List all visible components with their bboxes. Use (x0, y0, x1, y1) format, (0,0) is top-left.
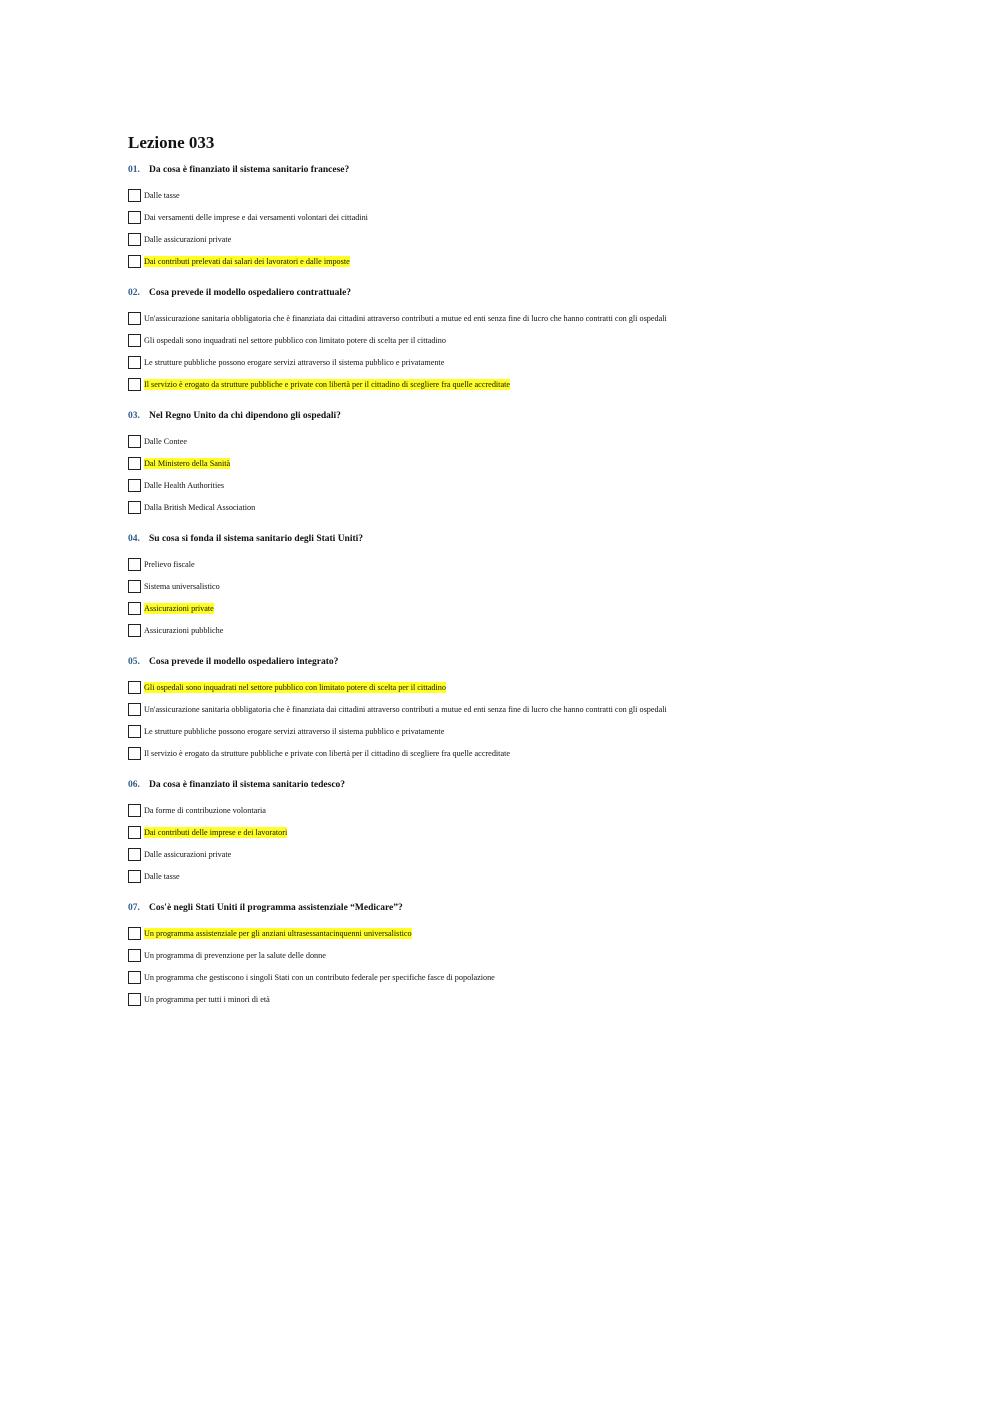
answer-option (128, 966, 848, 988)
answer-checkbox[interactable] (128, 703, 141, 716)
answer-text: Dalle assicurazioni private (144, 849, 232, 859)
answer-checkbox[interactable] (128, 602, 141, 615)
question-text: Su cosa si fonda il sistema sanitario degli Stati Uniti? (149, 534, 364, 544)
answer-option (128, 865, 848, 887)
answer-option (128, 944, 848, 966)
answer-option (128, 452, 848, 474)
answer-checkbox[interactable] (128, 435, 141, 448)
question-header (128, 655, 848, 669)
answer-checkbox[interactable] (128, 826, 141, 839)
answer-text-highlighted: Il servizio è erogato da strutture pubbliche e private con libertà per il cittadino di scegliere fra quelle accreditate (144, 379, 510, 389)
answer-text: Un'assicurazione sanitaria obbligatoria che è finanziata dai cittadini attraverso contributi a mutue ed enti senza fine di lucro che hanno contratti con gli ospedali (144, 704, 667, 714)
answer-option (128, 206, 848, 228)
question-block (128, 532, 848, 641)
answer-text: Un programma di prevenzione per la salute delle donne (144, 950, 326, 960)
answer-option (128, 373, 848, 395)
answer-option (128, 698, 848, 720)
answer-checkbox[interactable] (128, 681, 141, 694)
answer-text: Un programma che gestiscono i singoli Stati con un contributo federale per specifiche fasce di popolazione (144, 972, 495, 982)
answer-option (128, 742, 848, 764)
answer-checkbox[interactable] (128, 334, 141, 347)
answer-checkbox[interactable] (128, 479, 141, 492)
answer-text: Le strutture pubbliche possono erogare servizi attraverso il sistema pubblico e privatamente (144, 726, 445, 736)
answer-checkbox[interactable] (128, 211, 141, 224)
question-block (128, 778, 848, 887)
question-number: 02. (128, 288, 140, 298)
answer-text: Dalle Contee (144, 436, 187, 446)
answer-text-highlighted: Dal Ministero della Sanità (144, 458, 231, 468)
question-block (128, 409, 848, 518)
answer-text: Dalle assicurazioni private (144, 234, 232, 244)
answer-checkbox[interactable] (128, 848, 141, 861)
question-header (128, 163, 848, 177)
question-number: 07. (128, 903, 140, 913)
answer-text: Assicurazioni pubbliche (144, 625, 224, 635)
answer-text: Dalle Health Authorities (144, 480, 225, 490)
question-block (128, 901, 848, 1010)
answer-option (128, 597, 848, 619)
question-text: Nel Regno Unito da chi dipendono gli ospedali? (149, 411, 341, 421)
answer-checkbox[interactable] (128, 457, 141, 470)
answer-option (128, 676, 848, 698)
answer-option (128, 329, 848, 351)
answer-text-highlighted: Assicurazioni private (144, 603, 214, 613)
answer-text: Prelievo fiscale (144, 559, 195, 569)
answer-option (128, 843, 848, 865)
page-title: Lezione 033 (128, 133, 215, 152)
answer-option (128, 988, 848, 1010)
answer-checkbox[interactable] (128, 949, 141, 962)
answer-text: Un'assicurazione sanitaria obbligatoria che è finanziata dai cittadini attraverso contributi a mutue ed enti senza fine di lucro che hanno contratti con gli ospedali (144, 313, 667, 323)
question-header (128, 778, 848, 792)
answer-option (128, 430, 848, 452)
question-block (128, 286, 848, 395)
question-text: Cosa prevede il modello ospedaliero integrato? (149, 657, 339, 667)
question-text: Da cosa è finanziato il sistema sanitario francese? (149, 165, 350, 175)
answer-text-highlighted: Dai contributi delle imprese e dei lavoratori (144, 827, 288, 837)
answer-checkbox[interactable] (128, 971, 141, 984)
answer-checkbox[interactable] (128, 189, 141, 202)
question-number: 04. (128, 534, 140, 544)
answer-text: Gli ospedali sono inquadrati nel settore pubblico con limitato potere di scelta per il cittadino (144, 335, 446, 345)
answer-checkbox[interactable] (128, 501, 141, 514)
answer-text-highlighted: Un programma assistenziale per gli anziani ultrasessantacinquenni universalistico (144, 928, 412, 938)
question-number: 01. (128, 165, 140, 175)
question-block (128, 163, 848, 272)
answer-checkbox[interactable] (128, 870, 141, 883)
answer-text: Le strutture pubbliche possono erogare servizi attraverso il sistema pubblico e privatamente (144, 357, 445, 367)
answer-checkbox[interactable] (128, 993, 141, 1006)
answer-checkbox[interactable] (128, 804, 141, 817)
question-header (128, 409, 848, 423)
question-text: Cosa prevede il modello ospedaliero contrattuale? (149, 288, 352, 298)
answer-option (128, 496, 848, 518)
answer-checkbox[interactable] (128, 747, 141, 760)
answer-checkbox[interactable] (128, 558, 141, 571)
question-number: 06. (128, 780, 140, 790)
answer-option (128, 474, 848, 496)
answer-option (128, 351, 848, 373)
question-header (128, 901, 848, 915)
answer-option (128, 307, 848, 329)
answer-text: Il servizio è erogato da strutture pubbliche e private con libertà per il cittadino di scegliere fra quelle accreditate (144, 748, 510, 758)
answer-option (128, 922, 848, 944)
document-page (128, 132, 848, 1024)
answer-checkbox[interactable] (128, 624, 141, 637)
question-number: 05. (128, 657, 140, 667)
answer-option (128, 619, 848, 641)
answer-checkbox[interactable] (128, 725, 141, 738)
answer-text-highlighted: Gli ospedali sono inquadrati nel settore pubblico con limitato potere di scelta per il cittadino (144, 682, 446, 692)
answer-option (128, 575, 848, 597)
question-header (128, 286, 848, 300)
answer-checkbox[interactable] (128, 233, 141, 246)
question-block (128, 655, 848, 764)
answer-text: Un programma per tutti i minori di età (144, 994, 270, 1004)
answer-checkbox[interactable] (128, 927, 141, 940)
question-text: Cos'è negli Stati Uniti il programma assistenziale “Medicare”? (149, 903, 403, 913)
answer-text: Sistema universalistico (144, 581, 220, 591)
answer-text: Da forme di contribuzione volontaria (144, 805, 266, 815)
answer-checkbox[interactable] (128, 255, 141, 268)
answer-option (128, 184, 848, 206)
question-number: 03. (128, 411, 140, 421)
question-header (128, 532, 848, 546)
answer-option (128, 250, 848, 272)
answer-text: Dalle tasse (144, 190, 180, 200)
answer-text: Dalla British Medical Association (144, 502, 256, 512)
answer-option (128, 720, 848, 742)
answer-text: Dalle tasse (144, 871, 180, 881)
answer-option (128, 553, 848, 575)
answer-option (128, 799, 848, 821)
answer-option (128, 228, 848, 250)
answer-checkbox[interactable] (128, 356, 141, 369)
answer-checkbox[interactable] (128, 378, 141, 391)
answer-checkbox[interactable] (128, 312, 141, 325)
question-list (128, 163, 848, 1010)
answer-option (128, 821, 848, 843)
question-text: Da cosa è finanziato il sistema sanitario tedesco? (149, 780, 346, 790)
answer-checkbox[interactable] (128, 580, 141, 593)
answer-text-highlighted: Dai contributi prelevati dai salari dei lavoratori e dalle imposte (144, 256, 350, 266)
answer-text: Dai versamenti delle imprese e dai versamenti volontari dei cittadini (144, 212, 368, 222)
